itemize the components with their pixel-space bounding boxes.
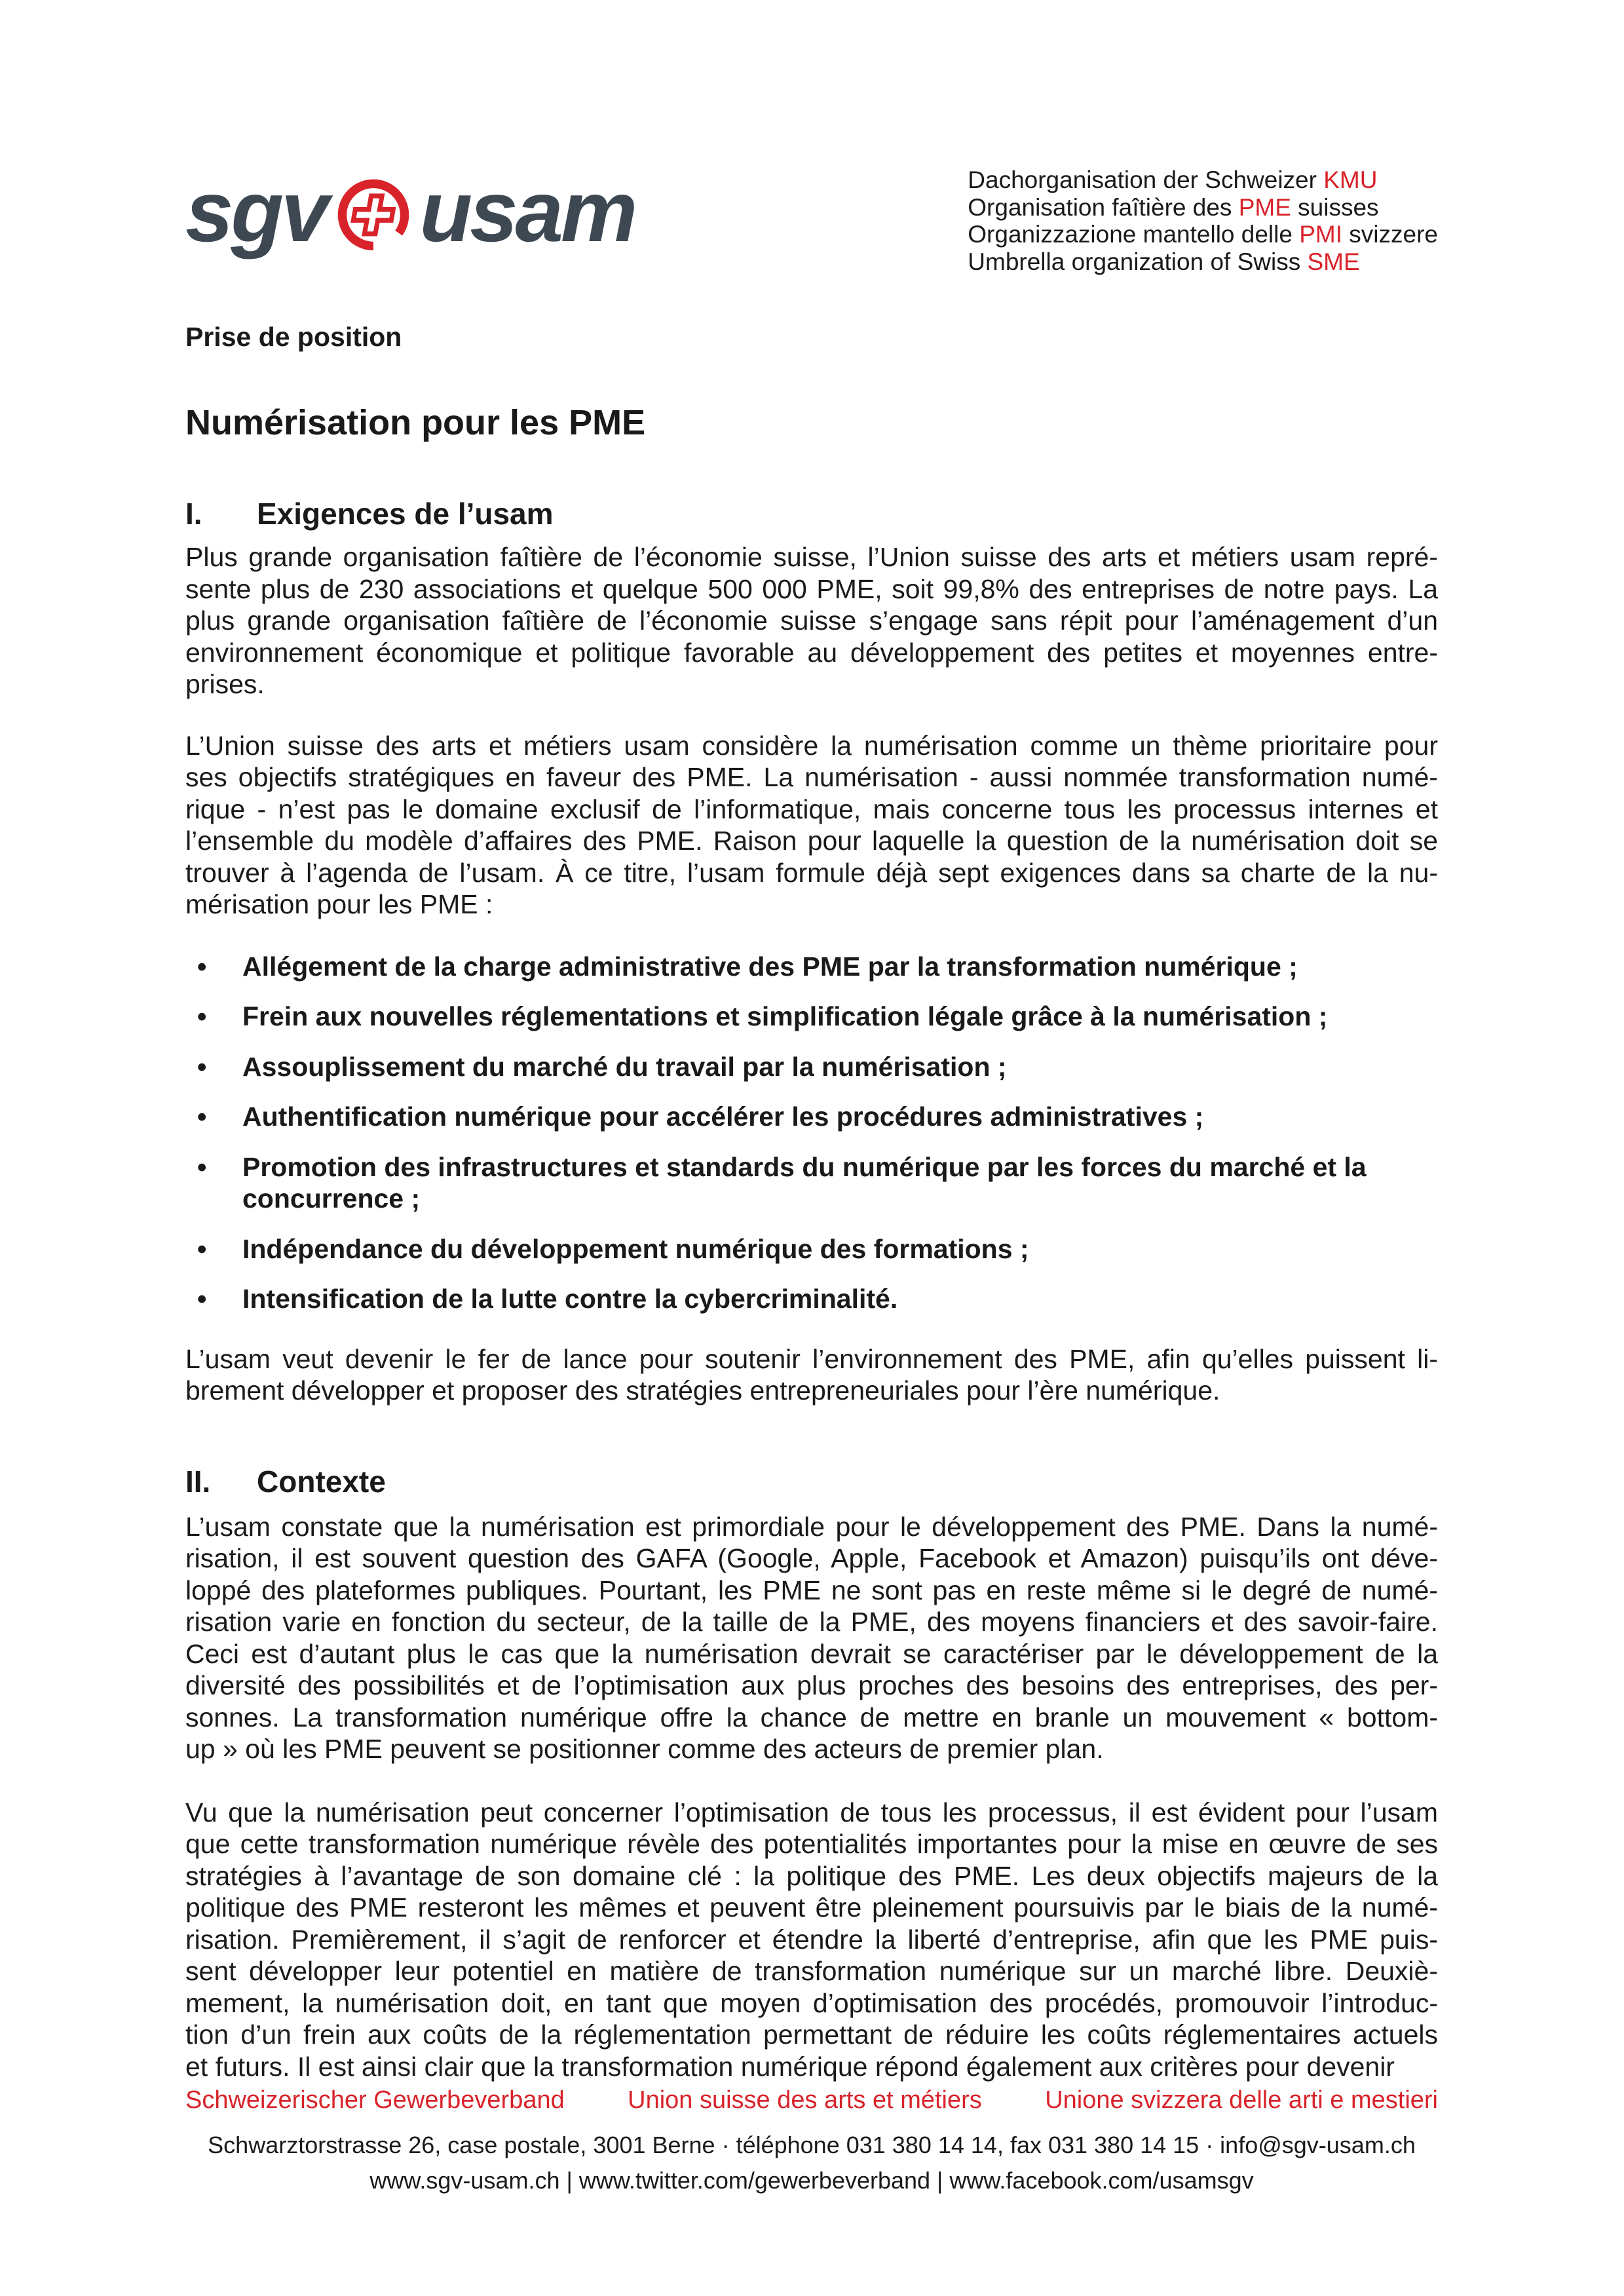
- text-line: risation. Premièrement, il s’agit de renforcer et étendre la liberté d’entreprise, afin que les PME puis-: [185, 1924, 1438, 1955]
- text-line: up » où les PME peuvent se positionner comme des acteurs de premier plan.: [185, 1734, 1104, 1764]
- demand-item: • Indépendance du développement numérique des formations ;: [185, 1233, 1438, 1265]
- logo-sgv-text: sgv: [185, 163, 327, 259]
- text-line: ses objectifs stratégiques en faveur des PME. La numérisation - aussi nommée transformation numé-: [185, 762, 1438, 792]
- text-line: plus grande organisation faîtière de l’économie suisse s’engage sans répit pour l’aménagement d’un: [185, 605, 1438, 636]
- org-description-block: [968, 166, 1438, 275]
- footer-org-french: Union suisse des arts et métiers: [628, 2086, 982, 2114]
- text-line: mement, la numérisation doit, en tant que moyen d’optimisation des procédés, promouvoir l’introduc-: [185, 1987, 1438, 2018]
- logo-usam-text: usam: [419, 163, 635, 259]
- text-line: brement développer et proposer des stratégies entrepreneuriales pour l’ère numérique.: [185, 1375, 1220, 1406]
- org-line-accent: KMU: [1323, 166, 1378, 193]
- footer-links: www.sgv-usam.ch | www.twitter.com/gewerbeverband | www.facebook.com/usamsgv: [369, 2167, 1254, 2194]
- text-line: sent développer leur potentiel en matière de transformation numérique sur un marché libre. Deuxiè-: [185, 1956, 1438, 1986]
- footer-address: Schwarztorstrasse 26, case postale, 3001 Berne · téléphone 031 380 14 14, fax 031 380 14 15 · info@sgv-usam.ch: [208, 2132, 1416, 2158]
- text-line: loppé des plateformes publiques. Pourtant, les PME ne sont pas en reste même si le degré de numé-: [185, 1575, 1438, 1605]
- section-number: II.: [185, 1464, 211, 1499]
- org-line-french: [968, 194, 1438, 221]
- footer-org-italian: Unione svizzera delle arti e mestieri: [1045, 2086, 1438, 2114]
- paragraph: [185, 1343, 1438, 1407]
- text-line: et futurs. Il est ainsi clair que la transformation numérique répond également aux critères pour devenir: [185, 2051, 1395, 2082]
- sgv-usam-logo: [185, 163, 635, 259]
- section-number: I.: [185, 497, 202, 531]
- org-line-text: Dachorganisation der Schweizer: [968, 166, 1324, 193]
- footer-org-german: Schweizerischer Gewerbeverband: [185, 2086, 565, 2114]
- swiss-cross-circle-icon: [333, 176, 414, 257]
- demand-item: • Promotion des infrastructures et standards du numérique par les forces du marché et la concurrence ;: [185, 1151, 1438, 1215]
- paragraph: [185, 1511, 1438, 1765]
- text-line: risation, il est souvent question des GAFA (Google, Apple, Facebook et Amazon) puisqu’ils ont déve-: [185, 1543, 1438, 1573]
- header: [185, 156, 1438, 274]
- org-line-text: svizzere: [1342, 221, 1438, 248]
- text-line: Plus grande organisation faîtière de l’économie suisse, l’Union suisse des arts et métiers usam repré-: [185, 542, 1438, 572]
- text-line: sonnes. La transformation numérique offre la chance de mettre en branle un mouvement « bottom-: [185, 1702, 1438, 1732]
- demand-item: • Intensification de la lutte contre la cybercriminalité.: [185, 1283, 1438, 1315]
- demand-item: • Authentification numérique pour accélérer les procédures administratives ;: [185, 1101, 1438, 1133]
- org-line-german: [968, 166, 1438, 194]
- text-line: tion d’un frein aux coûts de la réglementation permettant de réduire les coûts réglementaires actuels: [185, 2019, 1438, 2050]
- section-heading-1: [185, 497, 1438, 531]
- org-line-text: Organisation faîtière des: [968, 193, 1239, 221]
- paragraph: [185, 1797, 1438, 2083]
- paragraph: [185, 730, 1438, 921]
- text-line: L’Union suisse des arts et métiers usam considère la numérisation comme un thème prioritaire pour: [185, 730, 1438, 761]
- text-line: prises.: [185, 669, 265, 699]
- page-content: [185, 156, 1438, 2082]
- text-line: trouver à l’agenda de l’usam. À ce titre, l’usam formule déjà sept exigences dans sa charte de la nu-: [185, 857, 1438, 888]
- org-line-text: Umbrella organization of Swiss: [968, 248, 1308, 275]
- page-footer: [185, 2086, 1438, 2194]
- paragraph: [185, 541, 1438, 700]
- text-line: stratégies à l’avantage de son domaine clé : la politique des PME. Les deux objectifs majeurs de la: [185, 1860, 1438, 1891]
- text-line: politique des PME resteront les mêmes et peuvent être pleinement poursuivis par le biais de la numé-: [185, 1892, 1438, 1923]
- text-line: Ceci est d’autant plus le cas que la numérisation devrait se caractériser par le développement de la: [185, 1638, 1438, 1669]
- document-type-label: Prise de position: [185, 322, 402, 352]
- page-title: Numérisation pour les PME: [185, 403, 646, 442]
- section-label: Exigences de l’usam: [257, 497, 554, 531]
- demands-list: [185, 951, 1438, 1315]
- text-line: risation varie en fonction du secteur, de la taille de la PME, des moyens financiers et des savoir-faire.: [185, 1607, 1438, 1637]
- text-line: sente plus de 230 associations et quelque 500 000 PME, soit 99,8% des entreprises de notre pays. La: [185, 573, 1438, 604]
- section-heading-2: [185, 1464, 1438, 1499]
- org-line-english: [968, 248, 1438, 276]
- org-line-text: suisses: [1291, 193, 1379, 221]
- text-line: l’ensemble du modèle d’affaires des PME. Raison pour laquelle la question de la numérisation doit se: [185, 826, 1438, 856]
- footer-org-names: [185, 2086, 1438, 2114]
- text-line: diversité des possibilités et de l’optimisation aux plus proches des besoins des entreprises, des per-: [185, 1670, 1438, 1700]
- text-line: L’usam veut devenir le fer de lance pour soutenir l’environnement des PME, afin qu’elles puissent li-: [185, 1343, 1438, 1374]
- demand-item: • Allégement de la charge administrative des PME par la transformation numérique ;: [185, 951, 1438, 983]
- text-line: que cette transformation numérique révèle des potentialités importantes pour la mise en œuvre de ses: [185, 1829, 1438, 1859]
- text-line: Vu que la numérisation peut concerner l’optimisation de tous les processus, il est évident pour l’usam: [185, 1797, 1438, 1827]
- text-line: mérisation pour les PME :: [185, 889, 493, 919]
- section-label: Contexte: [257, 1464, 386, 1499]
- org-line-accent: PMI: [1299, 221, 1343, 248]
- text-line: rique - n’est pas le domaine exclusif de l’informatique, mais concerne tous les processus internes et: [185, 794, 1438, 824]
- text-line: L’usam constate que la numérisation est primordiale pour le développement des PME. Dans la numé-: [185, 1511, 1438, 1542]
- org-line-accent: PME: [1238, 193, 1291, 221]
- org-line-text: Organizzazione mantello delle: [968, 221, 1300, 248]
- org-line-accent: SME: [1307, 248, 1360, 275]
- text-line: environnement économique et politique favorable au développement des petites et moyennes entre-: [185, 637, 1438, 668]
- demand-item: • Assouplissement du marché du travail par la numérisation ;: [185, 1051, 1438, 1083]
- org-line-italian: [968, 221, 1438, 248]
- demand-item: • Frein aux nouvelles réglementations et simplification légale grâce à la numérisation ;: [185, 1001, 1438, 1033]
